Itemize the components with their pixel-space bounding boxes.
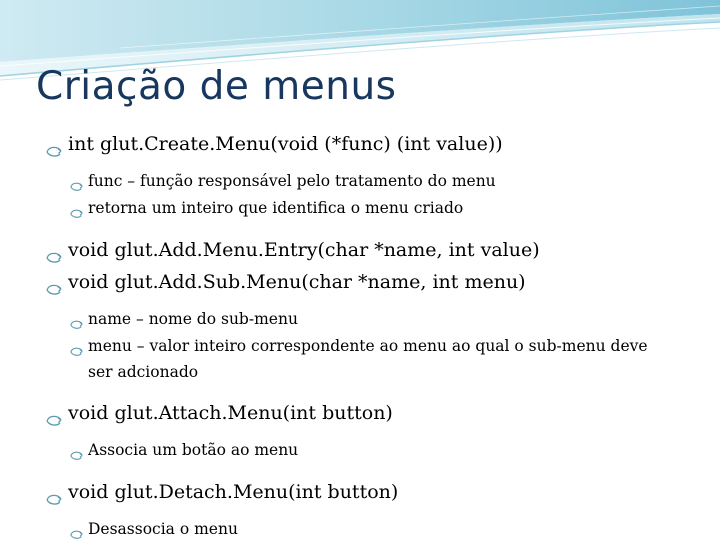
bullet-text: void glut.Add.Menu.Entry(char *name, int value)	[68, 239, 540, 261]
bullet-icon	[46, 485, 62, 517]
subbullet-returns	[70, 195, 696, 222]
bullet-icon	[46, 275, 62, 307]
bullet-detach-menu	[46, 476, 696, 508]
bullet-text: int glut.Create.Menu(void (*func) (int value))	[68, 133, 503, 155]
slide-title: Criação de menus	[36, 64, 397, 109]
subbullet-text: Associa um botão ao menu	[88, 441, 299, 459]
subbullet-text: menu – valor inteiro correspondente ao menu ao qual o sub-menu deve ser adcionado	[88, 337, 648, 381]
bullet-icon	[70, 523, 83, 550]
bullet-text: void glut.Attach.Menu(int button)	[68, 402, 393, 424]
bullet-create-menu	[46, 128, 696, 160]
subbullet-desassocia	[70, 516, 696, 543]
subbullet-text: retorna um inteiro que identifica o menu criado	[88, 199, 464, 217]
subbullet-name	[70, 306, 696, 333]
bullet-icon	[46, 137, 62, 169]
bullet-icon	[70, 444, 83, 471]
subbullet-func	[70, 168, 696, 195]
subbullet-text: func – função responsável pelo tratamento do menu	[88, 172, 496, 190]
subbullet-text: name – nome do sub-menu	[88, 310, 298, 328]
bullet-add-sub-menu	[46, 266, 696, 298]
bullet-text: void glut.Detach.Menu(int button)	[68, 481, 399, 503]
subbullet-menu	[70, 333, 696, 385]
bullet-add-menu-entry	[46, 234, 696, 266]
subbullet-associa	[70, 437, 696, 464]
bullet-text: void glut.Add.Sub.Menu(char *name, int menu)	[68, 271, 526, 293]
bullet-icon	[46, 406, 62, 438]
bullet-icon	[70, 202, 83, 229]
bullet-icon	[70, 340, 83, 367]
subbullet-text: Desassocia o menu	[88, 520, 238, 538]
bullet-attach-menu	[46, 397, 696, 429]
slide-content	[46, 128, 696, 543]
